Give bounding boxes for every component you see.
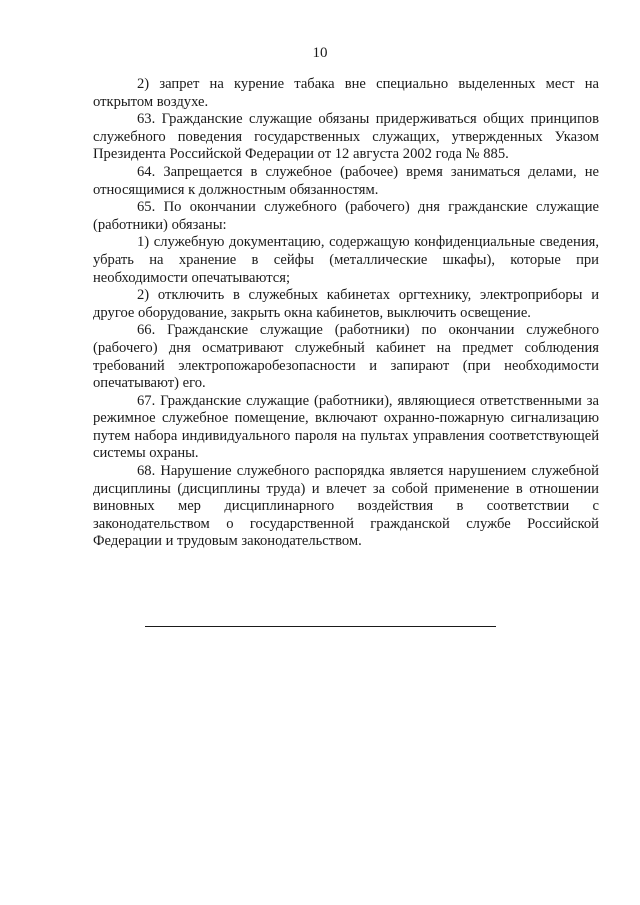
page-number: 10	[312, 45, 328, 61]
paragraph-65: 65. По окончании служебного (рабочего) дня гражданские служащие (работники) обязаны:	[93, 199, 599, 233]
end-of-document-rule	[145, 626, 496, 627]
paragraph-65-item-1: 1) служебную документацию, содержащую конфиденциальные сведения, убрать на хранение в сейфы (металлические шкафы), которые при необходимости опечатываются;	[93, 234, 599, 286]
paragraph-64: 64. Запрещается в служебное (рабочее) время заниматься делами, не относящимися к должностным обязанностям.	[93, 163, 599, 198]
paragraph-63: 63. Гражданские служащие обязаны придерживаться общих принципов служебного поведения государственных служащих, утвержденных Указом Президента Российской Федерации от 12 августа 2002 года № 885.	[93, 111, 599, 163]
document-body	[93, 76, 599, 551]
paragraph-66: 66. Гражданские служащие (работники) по окончании служебного (рабочего) дня осматривают служебный кабинет на предмет соблюдения требований электропожаробезопасности и запирают (при необходимости опечатывают) его.	[93, 322, 599, 392]
paragraph-62-item-2: 2) запрет на курение табака вне специально выделенных мест на открытом воздухе.	[93, 76, 599, 110]
paragraph-67: 67. Гражданские служащие (работники), являющиеся ответственными за режимное служебное помещение, включают охранно-пожарную сигнализацию путем набора индивидуального пароля на пультах управления соответствующей системы охраны.	[93, 392, 599, 462]
paragraph-65-item-2: 2) отключить в служебных кабинетах оргтехнику, электроприборы и другое оборудование, закрыть окна кабинетов, выключить освещение.	[93, 287, 599, 321]
paragraph-68: 68. Нарушение служебного распорядка является нарушением служебной дисциплины (дисциплины труда) и влечет за собой применение в отношении виновных мер дисциплинарного воздействия в соответствии с законодательством о государственной гражданской службе Российской Федерации и трудовым законодательством.	[93, 463, 599, 550]
